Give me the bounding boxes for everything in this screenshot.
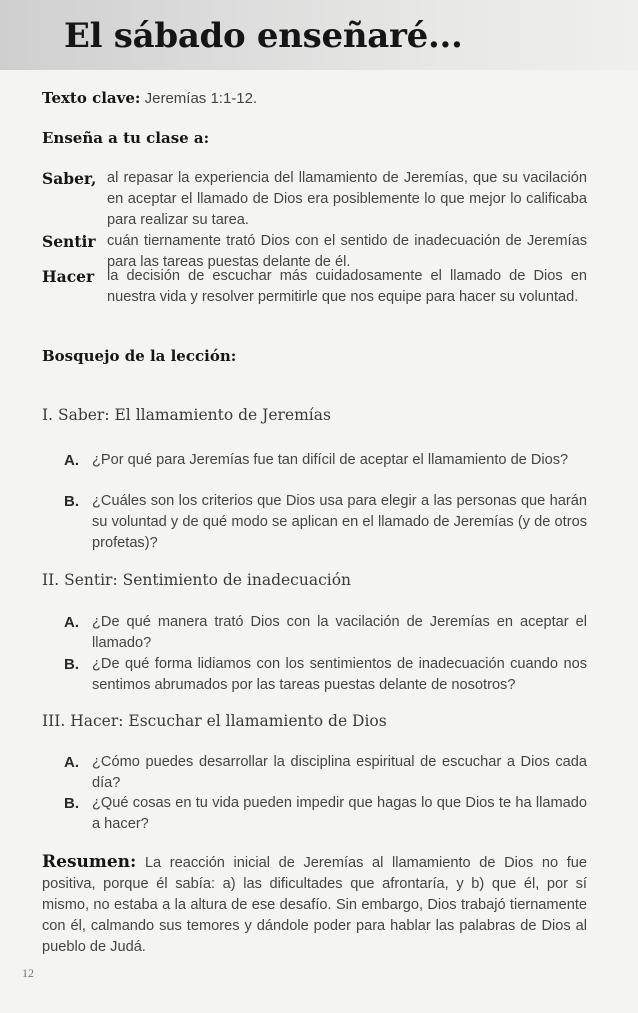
outline-item: [64, 654, 587, 696]
key-text-label: Texto clave:: [42, 89, 141, 107]
item-text: ¿Qué cosas en tu vida pueden impedir que hagas lo que Dios te ha llamado a hacer?: [92, 795, 587, 832]
item-letter: A.: [64, 614, 79, 631]
item-letter: A.: [64, 452, 79, 469]
item-text: ¿Cuáles son los criterios que Dios usa para elegir a las personas que harán su voluntad y de qué modo se aplican en el llamado de Jeremías (y de otros profetas)?: [92, 493, 587, 551]
outline-item: [64, 612, 587, 654]
objective-term: Sentir: [42, 232, 96, 251]
summary: [42, 852, 587, 958]
item-letter: A.: [64, 754, 79, 771]
summary-text: La reacción inicial de Jeremías al llamamiento de Dios no fue positiva, porque él sabía: a) las dificultades que afrontaría, y b) que él, por sí mismo, no estaba a la altura de ese desafío. Sin embargo, Dios trabajó tiernamente con él, calmando sus temores y dándole poder para hablar las palabras de Dios al pueblo de Judá.: [42, 855, 588, 955]
key-text: [42, 88, 257, 109]
item-text: ¿Por qué para Jeremías fue tan difícil de aceptar el llamamiento de Dios?: [92, 452, 569, 468]
key-text-value: Jeremías 1:1-12.: [144, 90, 258, 107]
outline-item: [64, 450, 587, 471]
section-title-saber: I. Saber: El llamamiento de Jeremías: [42, 406, 331, 424]
outline-heading: Bosquejo de la lección:: [42, 347, 237, 365]
objective-text: cuán tiernamente trató Dios con el sentido de inadecuación de Jeremías para las tareas puestas delante de él.: [107, 233, 587, 270]
objective-text: al repasar la experiencia del llamamiento de Jeremías, que su vacilación en aceptar el llamado de Dios era posiblemente lo que mejor lo calificaba para realizar su tarea.: [107, 170, 587, 228]
section-title-sentir: II. Sentir: Sentimiento de inadecuación: [42, 571, 352, 589]
outline-item: [64, 793, 587, 835]
item-text: ¿De qué forma lidiamos con los sentimientos de inadecuación cuando nos sentimos abrumados por las tareas puestas delante de nosotros?: [92, 656, 587, 693]
page-number: 12: [22, 966, 34, 980]
outline-item: [64, 491, 587, 554]
teach-heading: Enseña a tu clase a:: [42, 129, 210, 147]
item-letter: B.: [64, 656, 79, 673]
outline-item: [64, 752, 587, 794]
objective-hacer: [42, 266, 587, 308]
objective-term: Hacer: [42, 267, 95, 286]
section-title-hacer: III. Hacer: Escuchar el llamamiento de Dios: [42, 712, 387, 730]
objective-saber: [42, 168, 587, 231]
item-text: ¿Cómo puedes desarrollar la disciplina espiritual de escuchar a Dios cada día?: [92, 754, 587, 791]
item-letter: B.: [64, 493, 79, 510]
summary-label: Resumen:: [42, 852, 137, 872]
item-text: ¿De qué manera trató Dios con la vacilación de Jeremías en aceptar el llamado?: [92, 614, 587, 651]
item-letter: B.: [64, 795, 79, 812]
objective-text: la decisión de escuchar más cuidadosamente el llamado de Dios en nuestra vida y resolver permitirle que nos equipe para hacer su voluntad.: [107, 268, 587, 305]
page-title: El sábado enseñaré...: [64, 16, 463, 56]
objective-term: Saber,: [42, 169, 97, 188]
